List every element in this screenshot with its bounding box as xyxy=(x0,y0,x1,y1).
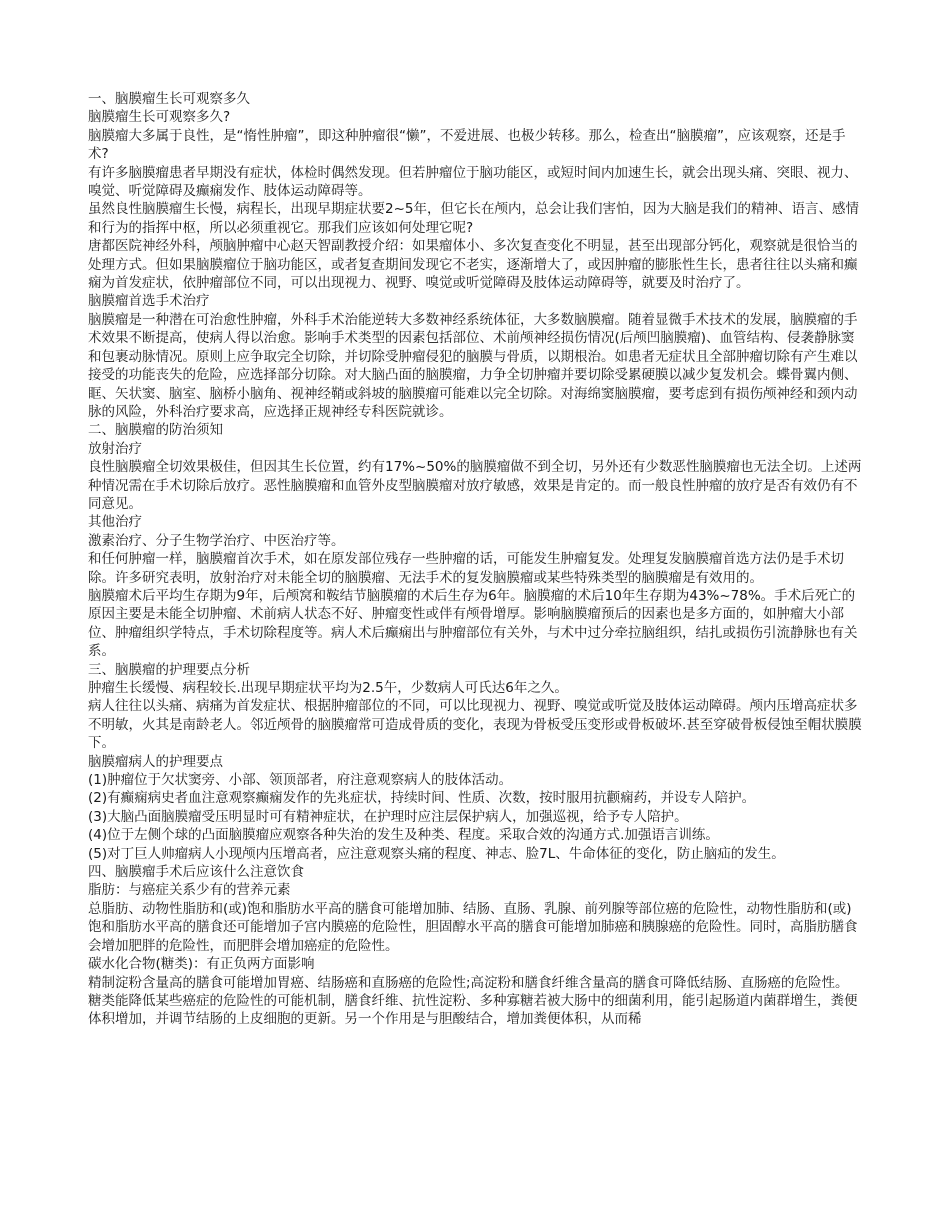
paragraph: 脑膜瘤是一种潜在可治愈性肿瘤，外科手术治能逆转大多数神经系统体征，大多数脑膜瘤。随着显微手术技术的发展，脑膜瘤的手术效果不断提高，使病人得以治愈。影响手术类型的因素包括部位、术前颅神经损伤情况(后颅凹脑膜瘤)、血管结构、侵袭静脉窦和包裹动脉情况。原则上应争取完全切除，并切除受肿瘤侵犯的脑膜与骨质，以期根治。如患者无症状且全部肿瘤切除有产生难以接受的功能丧失的危险，应选择部分切除。对大脑凸面的脑膜瘤，力争全切肿瘤并要切除受累硬膜以减少复发机会。蝶骨翼内侧、眶、矢状窦、脑室、脑桥小脑角、视神经鞘或斜坡的脑膜瘤可能难以完全切除。对海绵窦脑膜瘤，要考虑到有损伤颅神经和颈内动脉的风险，外科治疗要求高，应选择正规神经专科医院就诊。 xyxy=(88,311,858,420)
paragraph: 激素治疗、分子生物学治疗、中医治疗等。 xyxy=(88,532,345,549)
subheading: 碳水化合物(糖类)：有正负两方面影响 xyxy=(88,956,315,973)
subheading: 其他治疗 xyxy=(88,514,142,531)
paragraph: 和任何肿瘤一样，脑膜瘤首次手术，如在原发部位残存一些肿瘤的话，可能发生肿瘤复发。处理复发脑膜瘤首选方法仍是手术切除。许多研究表明，放射治疗对未能全切的脑膜瘤、无法手术的复发脑膜瘤或某些特殊类型的脑膜瘤是有效用的。 xyxy=(88,551,844,586)
section-heading: 一、脑膜瘤生长可观察多久 xyxy=(88,91,250,107)
subheading: 脑膜瘤首选手术治疗 xyxy=(88,293,210,310)
paragraph: 脑膜瘤大多属于良性，是“惰性肿瘤”，即这种肿瘤很“懒”，不爱进展、也极少转移。那么，检查出“脑膜瘤”，应该观察，还是手术? xyxy=(88,127,846,163)
list-item: (5)对丁巨人帅瘤病人小现颅内压增高者，应注意观察头痛的程度、神志、脸7L、牛命体征的变化，防止脑疝的发生。 xyxy=(88,845,785,862)
subheading: 脑膜瘤病人的护理要点 xyxy=(88,753,223,770)
paragraph: 病人往往以头痛、病痛为首发症状、根据肿瘤部位的不同，可以比现视力、视野、嗅觉或听觉及肢体运动障碍。颅内压增高症状多不明敏，火其是南龄老人。邻近颅骨的脑膜瘤常可造成骨质的变化，表现为骨板受压变形或骨板破坏.甚至穿破骨板侵蚀至帽状膜膜下。 xyxy=(88,698,862,752)
section-heading: 二、脑膜瘤的防治须知 xyxy=(88,422,223,439)
subheading: 脂肪：与癌症关系少有的营养元素 xyxy=(88,882,291,899)
subheading: 脑膜瘤生长可观察多久? xyxy=(88,109,231,126)
section-heading: 四、脑膜瘤手术后应该什么注意饮食 xyxy=(88,864,304,881)
section-heading: 三、脑膜瘤的护理要点分析 xyxy=(88,661,250,678)
paragraph: 肿瘤生长缓慢、病程较长.出现早期症状平均为2.5午，少数病人可氏达6年之久。 xyxy=(88,680,568,696)
paragraph: 脑膜瘤术后平均生存期为9年，后颅窝和鞍结节脑膜瘤的术后生存为6年。脑膜瘤的术后10年生存期为43%~78%。手术后死亡的原因主要是未能全切肿瘤、术前病人状态不好、肿瘤变性或伴有颅骨增厚。影响脑膜瘤预后的因素也是多方面的，如肿瘤大小部位、肿瘤组织学特点，手术切除程度等。病人术后癫痫出与肿瘤部位有关外，与术中过分牵拉脑组织，结扎或损伤引流静脉也有关系。 xyxy=(88,587,858,660)
paragraph: 总脂肪、动物性脂肪和(或)饱和脂肪水平高的膳食可能增加肺、结肠、直肠、乳腺、前列腺等部位癌的危险性，动物性脂肪和(或)饱和脂肪水平高的膳食还可能增加子宫内膜癌的危险性，胆固醇水平高的膳食可能增加肺癌和胰腺癌的危险性。同时，高脂肪膳食会增加肥胖的危险性，而肥胖会增加癌症的危险性。 xyxy=(88,900,858,954)
list-item: (1)肿瘤位于欠状窦旁、小部、领顶部者，府注意观察病人的肢体活动。 xyxy=(88,772,513,789)
list-item: (3)大脑凸面脑膜瘤受压明显时可有精神症状，在护理时应注层保护病人，加强巡视，给予专人陪护。 xyxy=(88,808,688,825)
paragraph: 有许多脑膜瘤患者早期没有症状，体检时偶然发现。但若肿瘤位于脑功能区，或短时间内加速生长，就会出现头痛、突眼、视力、嗅觉、听觉障碍及癫痫发作、肢体运动障碍等。 xyxy=(88,164,858,200)
paragraph: 虽然良性脑膜瘤生长慢，病程长，出现早期症状要2~5年，但它长在颅内，总会让我们害怕，因为大脑是我们的精神、语言、感情和行为的指挥中枢，所以必须重视它。那我们应该如何处理它呢? xyxy=(88,201,859,236)
subheading: 放射治疗 xyxy=(88,440,142,457)
paragraph: 良性脑膜瘤全切效果极佳，但因其生长位置，约有17%~50%的脑膜瘤做不到全切，另外还有少数恶性脑膜瘤也无法全切。上述两种情况需在手术切除后放疗。恶性脑膜瘤和血管外皮型脑膜瘤对放疗敏感，效果是肯定的。而一般良性肿瘤的放疗是否有效仍有不同意见。 xyxy=(88,459,862,512)
list-item: (4)位于左侧个球的凸面脑膜瘤应观察各种失治的发生及种类、程度。采取合效的沟通方式.加强语言训练。 xyxy=(88,827,719,844)
paragraph: 唐都医院神经外科，颅脑肿瘤中心赵天智副教授介绍：如果瘤体小、多次复查变化不明显，甚至出现部分钙化，观察就是很恰当的处理方式。但如果脑膜瘤位于脑功能区，或者复查期间发现它不老实，逐渐增大了，或因肿瘤的膨胀性生长，患者往往以头痛和癫痫为首发症状，依肿瘤部位不同，可以出现视力、视野、嗅觉或听觉障碍及肢体运动障碍等，就要及时治疗了。 xyxy=(88,238,858,292)
paragraph: 糖类能降低某些癌症的危险性的可能机制，膳食纤维、抗性淀粉、多种寡糖若被大肠中的细菌利用，能引起肠道内菌群增生，粪便体积增加，并调节结肠的上皮细胞的更新。另一个作用是与胆酸结合，增加粪便体积，从而稀 xyxy=(88,992,858,1028)
document-body xyxy=(88,90,862,1029)
list-item: (2)有癫痫病史者血注意观察癫痫发作的先兆症状，持续时间、性质、次数，按时服用抗颧痫药，并设专人陪护。 xyxy=(88,790,756,807)
paragraph: 精制淀粉含量高的膳食可能增加胃癌、结肠癌和直肠癌的危险性;高淀粉和膳食纤维含量高的膳食可降低结肠、直肠癌的危险性。 xyxy=(88,974,849,991)
